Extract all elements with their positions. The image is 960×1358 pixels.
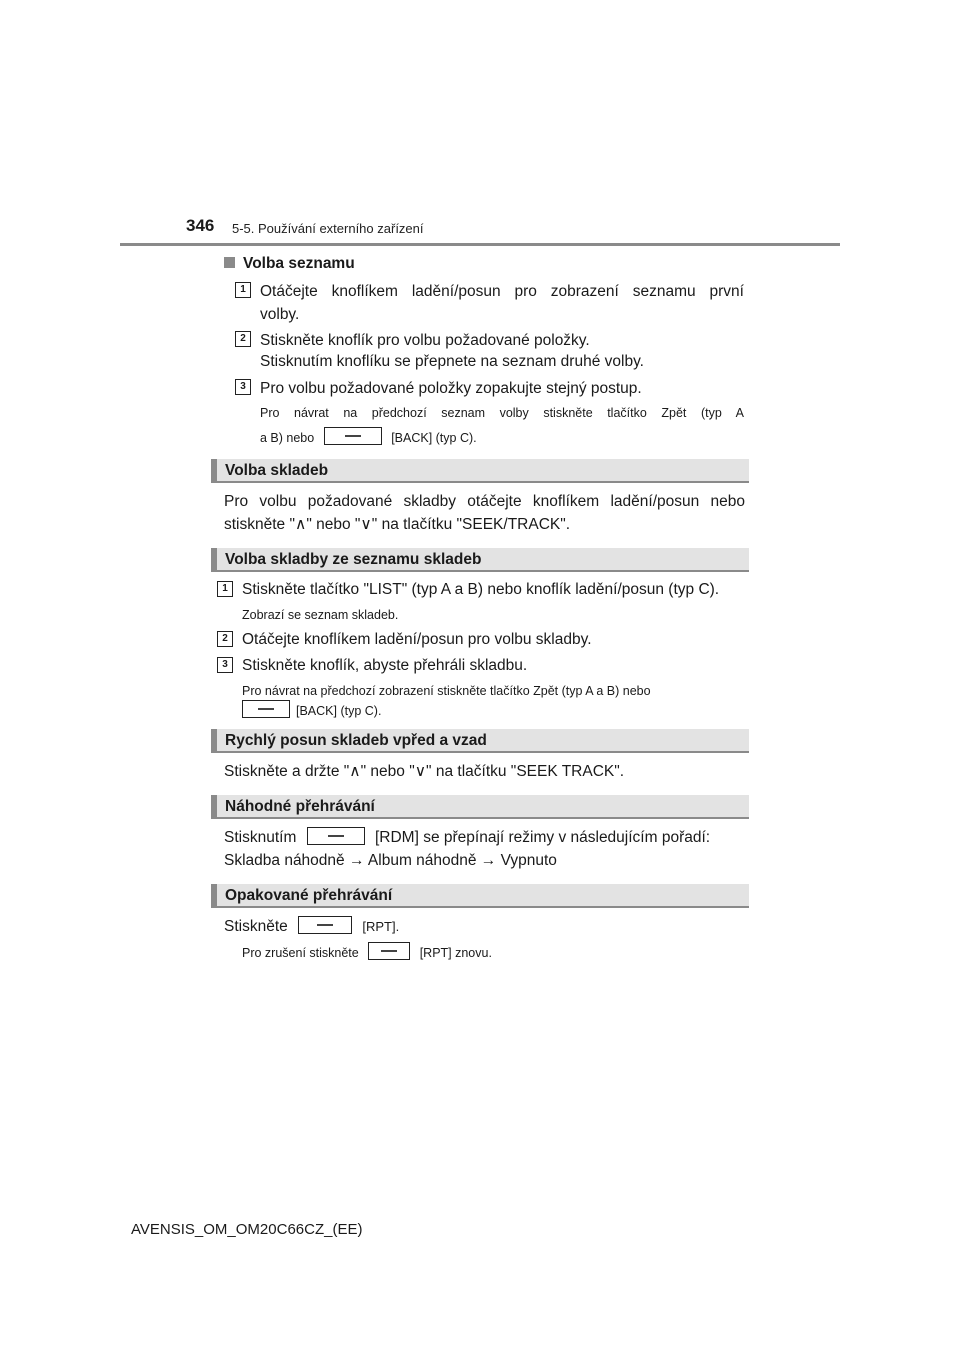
note-text: Pro návrat na předchozí zobrazení stiskněte tlačítko Zpět (typ A a B) nebo <box>242 684 651 698</box>
body-text: [RDM] se přepínají režimy v následujícím pořadí: <box>374 829 711 846</box>
step-text: Stiskněte knoflík pro volbu požadované položky. <box>260 332 590 349</box>
section-header-volba-ze-seznamu <box>211 548 749 572</box>
section-title: Náhodné přehrávání <box>225 798 375 815</box>
body-text: [RPT]. <box>362 919 400 934</box>
document-code: AVENSIS_OM_OM20C66CZ_(EE) <box>131 1221 363 1238</box>
body-text: Skladba náhodně → Album náhodně → Vypnuto <box>224 852 557 869</box>
step-number-badge: 2 <box>217 631 233 647</box>
step-number-badge: 2 <box>235 331 251 347</box>
section-title: Volba skladby ze seznamu skladeb <box>225 551 482 568</box>
square-bullet-icon <box>224 257 235 268</box>
section-title: Opakované přehrávání <box>225 887 393 904</box>
step-text: Stiskněte knoflík, abyste přehráli skladbu. <box>242 657 528 674</box>
note-text: a B) nebo <box>260 431 315 445</box>
section-header-opakovane <box>211 884 749 908</box>
body-text: stiskněte "∧" nebo "∨" na tlačítku "SEEK/TRACK". <box>224 516 571 533</box>
note-text: [BACK] (typ C). <box>296 704 382 718</box>
step-number-badge: 1 <box>235 282 251 298</box>
step-text: volby. <box>260 306 300 323</box>
back-button-icon <box>242 700 290 718</box>
note-text: [BACK] (typ C). <box>391 431 477 445</box>
body-text-with-button <box>224 915 399 939</box>
section-header-volba-skladeb <box>211 459 749 483</box>
step-text: Pro volbu požadované položky zopakujte stejný postup. <box>260 380 642 397</box>
step-number-badge: 1 <box>217 581 233 597</box>
page-number: 346 <box>186 216 215 235</box>
body-text: Pro volbu požadované skladby otáčejte knoflíkem ladění/posun nebo <box>224 493 745 510</box>
subheading-label: Volba seznamu <box>243 255 355 272</box>
body-text: Stiskněte a držte "∧" nebo "∨" na tlačítku "SEEK TRACK". <box>224 763 625 780</box>
note-text: Zobrazí se seznam skladeb. <box>242 608 399 622</box>
note-text-with-button <box>260 427 477 447</box>
header-divider <box>120 243 840 246</box>
chapter-title: 5-5. Používání externího zařízení <box>232 221 424 236</box>
step-text: Stisknutím knoflíku se přepnete na seznam druhé volby. <box>260 353 644 370</box>
note-text: [RPT] znovu. <box>419 946 492 960</box>
section-title: Volba skladeb <box>225 462 329 479</box>
step-text: Stiskněte tlačítko "LIST" (typ A a B) nebo knoflík ladění/posun (typ C). <box>242 581 720 598</box>
note-text-with-button <box>242 700 381 720</box>
rpt-button-icon <box>298 916 352 934</box>
step-number-badge: 3 <box>235 379 251 395</box>
step-number-badge: 3 <box>217 657 233 673</box>
body-text: Stisknutím <box>224 829 297 846</box>
back-button-icon <box>324 427 382 445</box>
section-header-rychly-posun <box>211 729 749 753</box>
section-title: Rychlý posun skladeb vpřed a vzad <box>225 732 487 749</box>
note-text: Pro návrat na předchozí seznam volby stiskněte tlačítko Zpět (typ A <box>260 406 744 420</box>
step-text: Otáčejte knoflíkem ladění/posun pro zobrazení seznamu první <box>260 283 744 300</box>
note-text-with-button <box>242 942 492 962</box>
subheading-volba-seznamu <box>224 255 355 273</box>
rpt-button-icon <box>368 942 410 960</box>
section-header-nahodne <box>211 795 749 819</box>
body-text: Stiskněte <box>224 918 288 935</box>
note-text: Pro zrušení stiskněte <box>242 946 359 960</box>
step-text: Otáčejte knoflíkem ladění/posun pro volbu skladby. <box>242 631 592 648</box>
rdm-button-icon <box>307 827 365 845</box>
body-text-with-button <box>224 826 710 850</box>
